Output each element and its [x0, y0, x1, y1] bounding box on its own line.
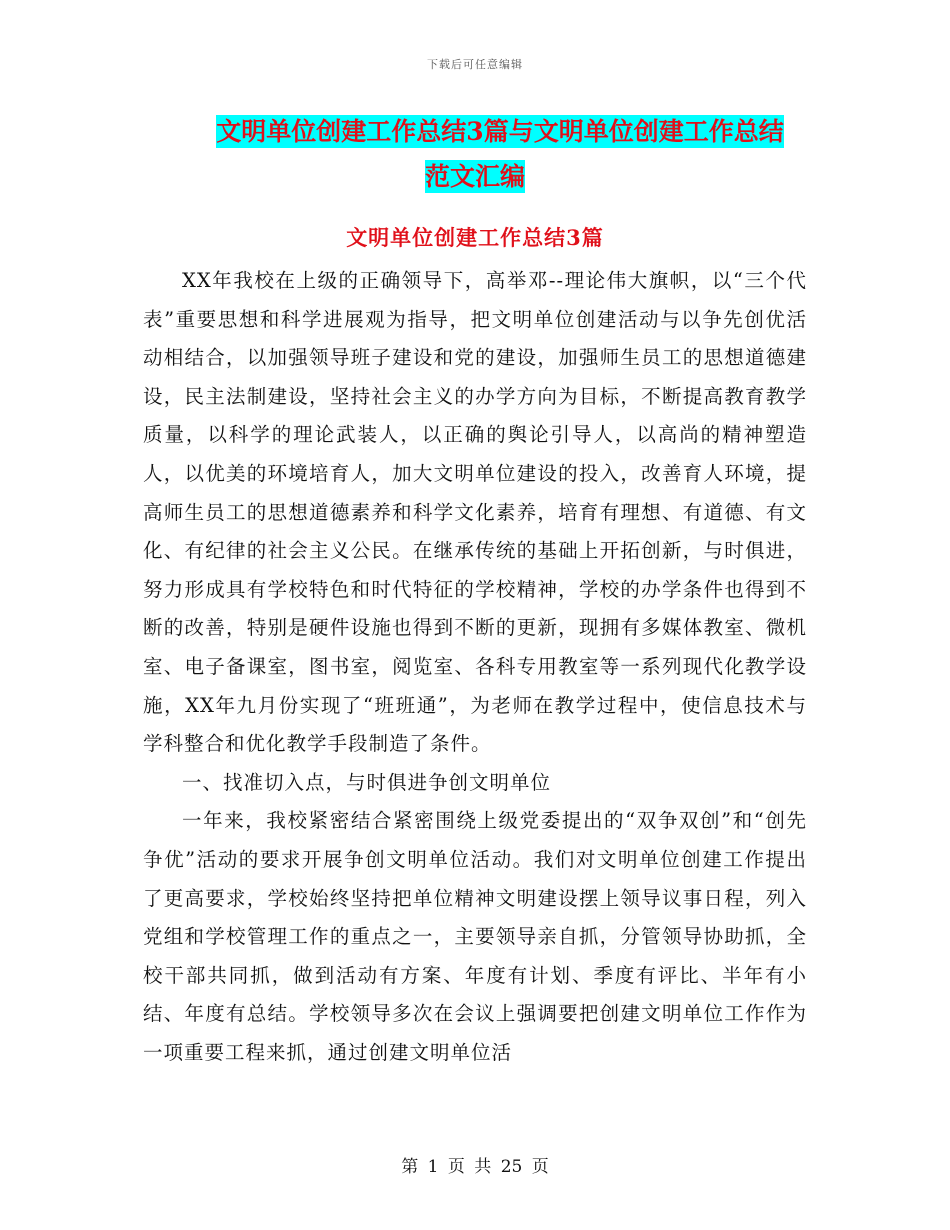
body-paragraph: XX年我校在上级的正确领导下，高举邓--理论伟大旗帜，以“三个代表”重要思想和科学进展观为指导，把文明单位创建活动与以争先创优活动相结合，以加强领导班子建设和党的建设，加强师生员工的思想道德建设，民主法制建设，坚持社会主义的办学方向为目标，不断提高教育教学质量，以科学的理论武装人，以正确的舆论引导人，以高尚的精神塑造人，以优美的环境培育人，加大文明单位建设的投入，改善育人环境，提高师生员工的思想道德素养和科学文化素养，培育有理想、有道德、有文化、有纪律的社会主义公民。在继承传统的基础上开拓创新，与时俱进，努力形成具有学校特色和时代特征的学校精神，学校的办学条件也得到不断的改善，特别是硬件设施也得到不断的更新，现拥有多媒体教室、微机室、电子备课室，图书室，阅览室、各科专用教室等一系列现代化教学设施，XX年九月份实现了“班班通”，为老师在教学过程中，使信息技术与学科整合和优化教学手段制造了条件。: [143, 269, 807, 756]
section-title: 文明单位创建工作总结3篇: [346, 225, 604, 250]
section-heading-1: 一、找准切入点，与时俱进争创文明单位: [182, 770, 552, 794]
title-line-2: [0, 157, 950, 197]
title-line-1-text: 文明单位创建工作总结3篇与文明单位创建工作总结: [216, 117, 784, 146]
header-note: 下载后可任意编辑: [427, 58, 523, 71]
document-title: [0, 112, 950, 197]
body-paragraph: 一年来，我校紧密结合紧密围绕上级党委提出的“双争双创”和“创先争优”活动的要求开展争创文明单位活动。我们对文明单位创建工作提出了更高要求，学校始终坚持把单位精神文明建设摆上领导议事日程，列入党组和学校管理工作的重点之一，主要领导亲自抓，分管领导协助抓，全校干部共同抓，做到活动有方案、年度有计划、季度有评比、半年有小结、年度有总结。学校领导多次在会议上强调要把创建文明单位工作作为一项重要工程来抓，通过创建文明单位活: [143, 809, 807, 1064]
title-line-1: [0, 112, 950, 152]
title-line-2-text: 范文汇编: [424, 162, 525, 191]
page-footer: 第 1 页 共 25 页: [401, 1157, 549, 1177]
document-body: [143, 262, 807, 1072]
